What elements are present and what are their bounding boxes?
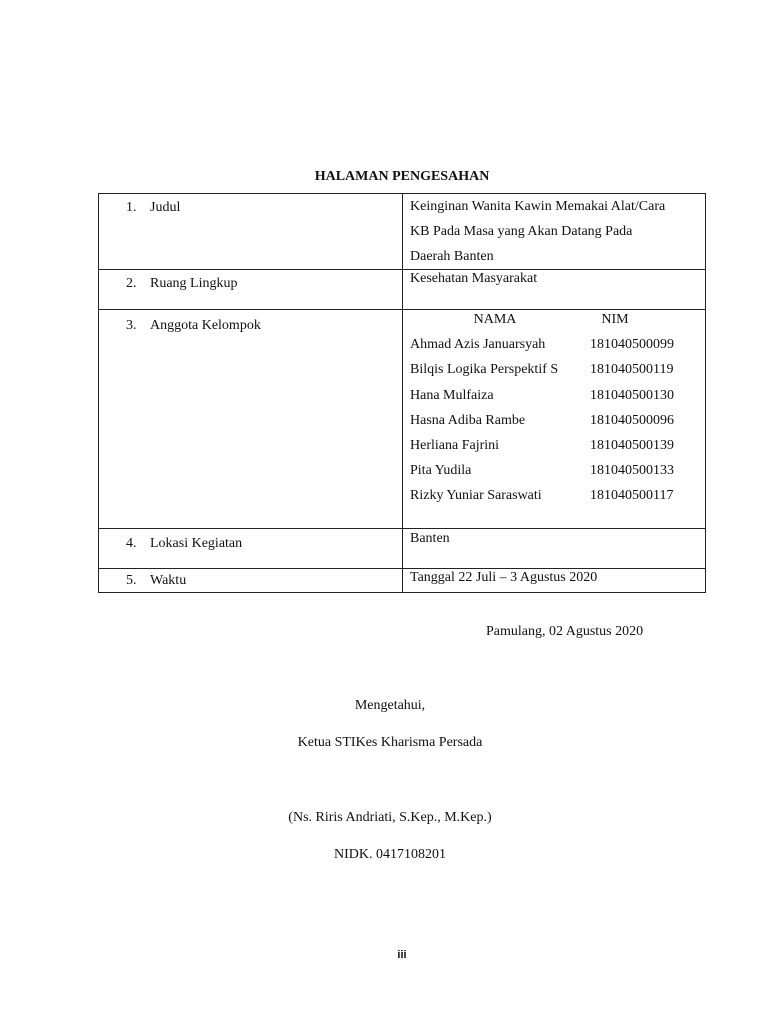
page-number: iii (397, 949, 407, 961)
title-line: Keinginan Wanita Kawin Memakai Alat/Cara (410, 199, 666, 214)
table-row-lokasi (99, 529, 706, 569)
row-label: Judul (150, 200, 181, 215)
column-header-nim: NIM (601, 312, 629, 327)
member-name: Bilqis Logika Perspektif S (410, 362, 559, 378)
row-label-cell (99, 569, 403, 593)
member-nim: 181040500139 (590, 437, 674, 453)
row-value: Kesehatan Masyarakat (410, 271, 538, 286)
member-nim: 181040500119 (590, 362, 674, 378)
member-nim: 181040500117 (590, 488, 674, 504)
row-value: Banten (410, 531, 450, 546)
place-date: Pamulang, 02 Agustus 2020 (486, 624, 644, 639)
row-label: Waktu (150, 573, 187, 588)
member-name: Ahmad Azis Januarsyah (410, 337, 546, 353)
approval-table (98, 193, 706, 593)
row-value-cell (403, 529, 706, 569)
row-value-cell (403, 194, 706, 270)
list-item (410, 487, 705, 512)
page-title: HALAMAN PENGESAHAN (314, 169, 490, 184)
row-number: 3. (126, 318, 137, 333)
acknowledged-label: Mengetahui, (354, 698, 426, 713)
member-nim: 181040500130 (590, 387, 674, 403)
title-line: Daerah Banten (410, 249, 494, 264)
member-nim: 181040500099 (590, 337, 674, 353)
member-nim: 181040500133 (590, 463, 674, 479)
table-row-waktu (99, 569, 706, 593)
row-label-cell (99, 270, 403, 310)
signer-nidk: NIDK. 0417108201 (334, 847, 446, 862)
row-value-cell (403, 270, 706, 310)
member-name: Hasna Adiba Rambe (410, 412, 526, 428)
row-value: Tanggal 22 Juli – 3 Agustus 2020 (410, 570, 598, 585)
member-name: Hana Mulfaiza (410, 387, 494, 403)
member-name: Herliana Fajrini (410, 437, 500, 453)
row-value-cell (403, 310, 706, 529)
row-label-cell (99, 194, 403, 270)
member-list-header (410, 311, 705, 336)
row-value-cell (403, 569, 706, 593)
list-item (410, 336, 705, 361)
list-item (410, 437, 705, 462)
member-nim: 181040500096 (590, 412, 674, 428)
list-item (410, 412, 705, 437)
row-label: Anggota Kelompok (150, 318, 261, 333)
row-number: 1. (126, 200, 137, 215)
member-name: Pita Yudila (410, 463, 472, 479)
signer-position: Ketua STIKes Kharisma Persada (297, 735, 483, 750)
list-item (410, 361, 705, 386)
table-row-judul (99, 194, 706, 270)
signer-name: (Ns. Riris Andriati, S.Kep., M.Kep.) (288, 810, 492, 825)
row-label: Lokasi Kegiatan (150, 536, 243, 551)
row-label-cell (99, 529, 403, 569)
row-number: 2. (126, 276, 137, 291)
row-label-cell (99, 310, 403, 529)
list-item (410, 387, 705, 412)
table-row-anggota (99, 310, 706, 529)
title-line: KB Pada Masa yang Akan Datang Pada (410, 224, 633, 239)
column-header-nama: NAMA (473, 312, 517, 327)
row-label: Ruang Lingkup (150, 276, 238, 291)
row-number: 4. (126, 536, 137, 551)
list-item (410, 462, 705, 487)
member-name: Rizky Yuniar Saraswati (410, 488, 542, 504)
table-row-ruang-lingkup (99, 270, 706, 310)
row-number: 5. (126, 573, 137, 588)
